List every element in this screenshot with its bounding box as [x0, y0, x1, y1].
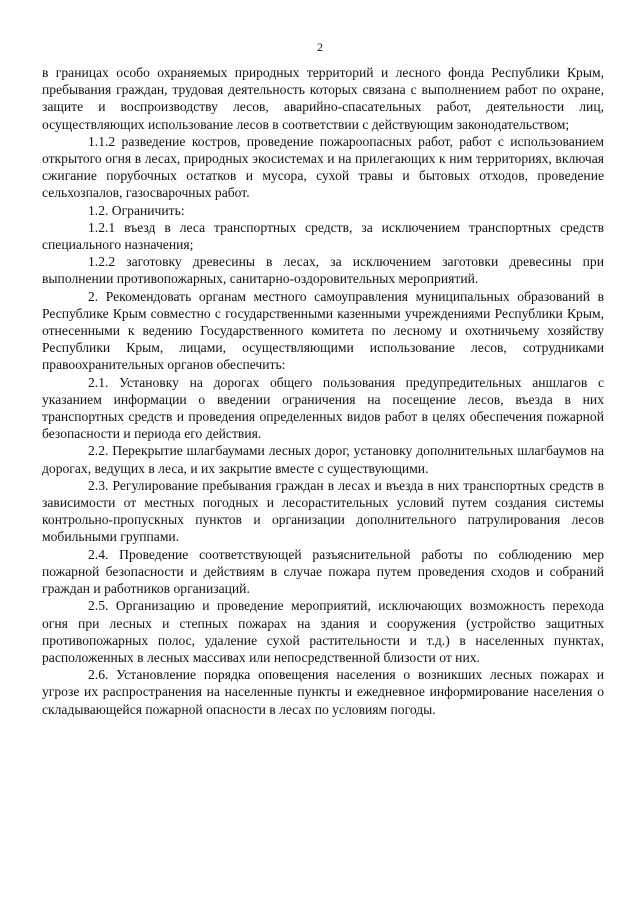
paragraph-2-4: 2.4. Проведение соответствующей разъяснительной работы по соблюдению мер пожарной безопасности и действиям в случае пожара путем проведения сходов и собраний граждан и работников организаций.	[42, 546, 604, 597]
paragraph-2-2: 2.2. Перекрытие шлагбаумами лесных дорог, установку дополнительных шлагбаумов на дорогах, ведущих в леса, и их закрытие вместе с существующими.	[42, 443, 604, 476]
paragraph-1-2-1: 1.2.1 въезд в леса транспортных средств, за исключением транспортных средств специального назначения;	[42, 219, 604, 253]
paragraph-1-1-2: 1.1.2 разведение костров, проведение пожароопасных работ, работ с использованием открытого огня в лесах, природных экосистемах и на прилегающих к ним территориях, включая сжигание порубочных остатков и мусора, сухой травы и бытовых отходов, проведение сельхозпалов, газосварочных работ.	[42, 133, 604, 201]
document-body	[42, 64, 604, 718]
paragraph-2-5: 2.5. Организацию и проведение мероприятий, исключающих возможность перехода огня при лесных и степных пожарах на здания и сооружения (устройство защитных противопожарных полос, удаление сухой растительности и т.д.) в населенных пунктах, расположенных в лесных массивах или непосредственной близости от них.	[42, 598, 604, 665]
paragraph-2-1: 2.1. Установку на дорогах общего пользования предупредительных аншлагов с указанием информации о введении ограничения на посещение лесов, въезда в них транспортных средств и проведения определенных видов работ в целях обеспечения пожарной безопасности и периода его действия.	[42, 374, 604, 442]
paragraph-2-3: 2.3. Регулирование пребывания граждан в лесах и въезда в них транспортных средств в зависимости от местных погодных и лесорастительных условий путем создания системы контрольно-пропускных пунктов и организации дополнительного патрулирования лесов мобильными группами.	[42, 477, 604, 545]
paragraph-1-2-2: 1.2.2 заготовку древесины в лесах, за исключением заготовки древесины при выполнении противопожарных, санитарно-оздоровительных мероприятий.	[42, 254, 604, 287]
page-number: 2	[317, 40, 323, 54]
paragraph-continuation: в границах особо охраняемых природных территорий и лесного фонда Республики Крым, пребывания граждан, трудовая деятельность которых связана с выполнением работ по охране, защите и воспроизводству лесов, аварийно-спасательных работ, деятельности лиц, осуществляющих использование лесов в соответствии с действующим законодательством;	[42, 65, 604, 132]
paragraph-2: 2. Рекомендовать органам местного самоуправления муниципальных образований в Республике Крым совместно с государственными казенными учреждениями Республики Крым, отнесенными к ведению Государственного комитета по лесному и охотничьему хозяйству Республики Крым, лицами, осуществляющими использование лесов, сотрудниками правоохранительных органов обеспечить:	[42, 288, 604, 373]
paragraph-2-6: 2.6. Установление порядка оповещения населения о возникших лесных пожарах и угрозе их распространения на населенные пункты и ежедневное информирование населения о складывающейся пожарной опасности в лесах по условиям погоды.	[42, 667, 604, 717]
paragraph-1-2: 1.2. Ограничить:	[88, 202, 185, 218]
